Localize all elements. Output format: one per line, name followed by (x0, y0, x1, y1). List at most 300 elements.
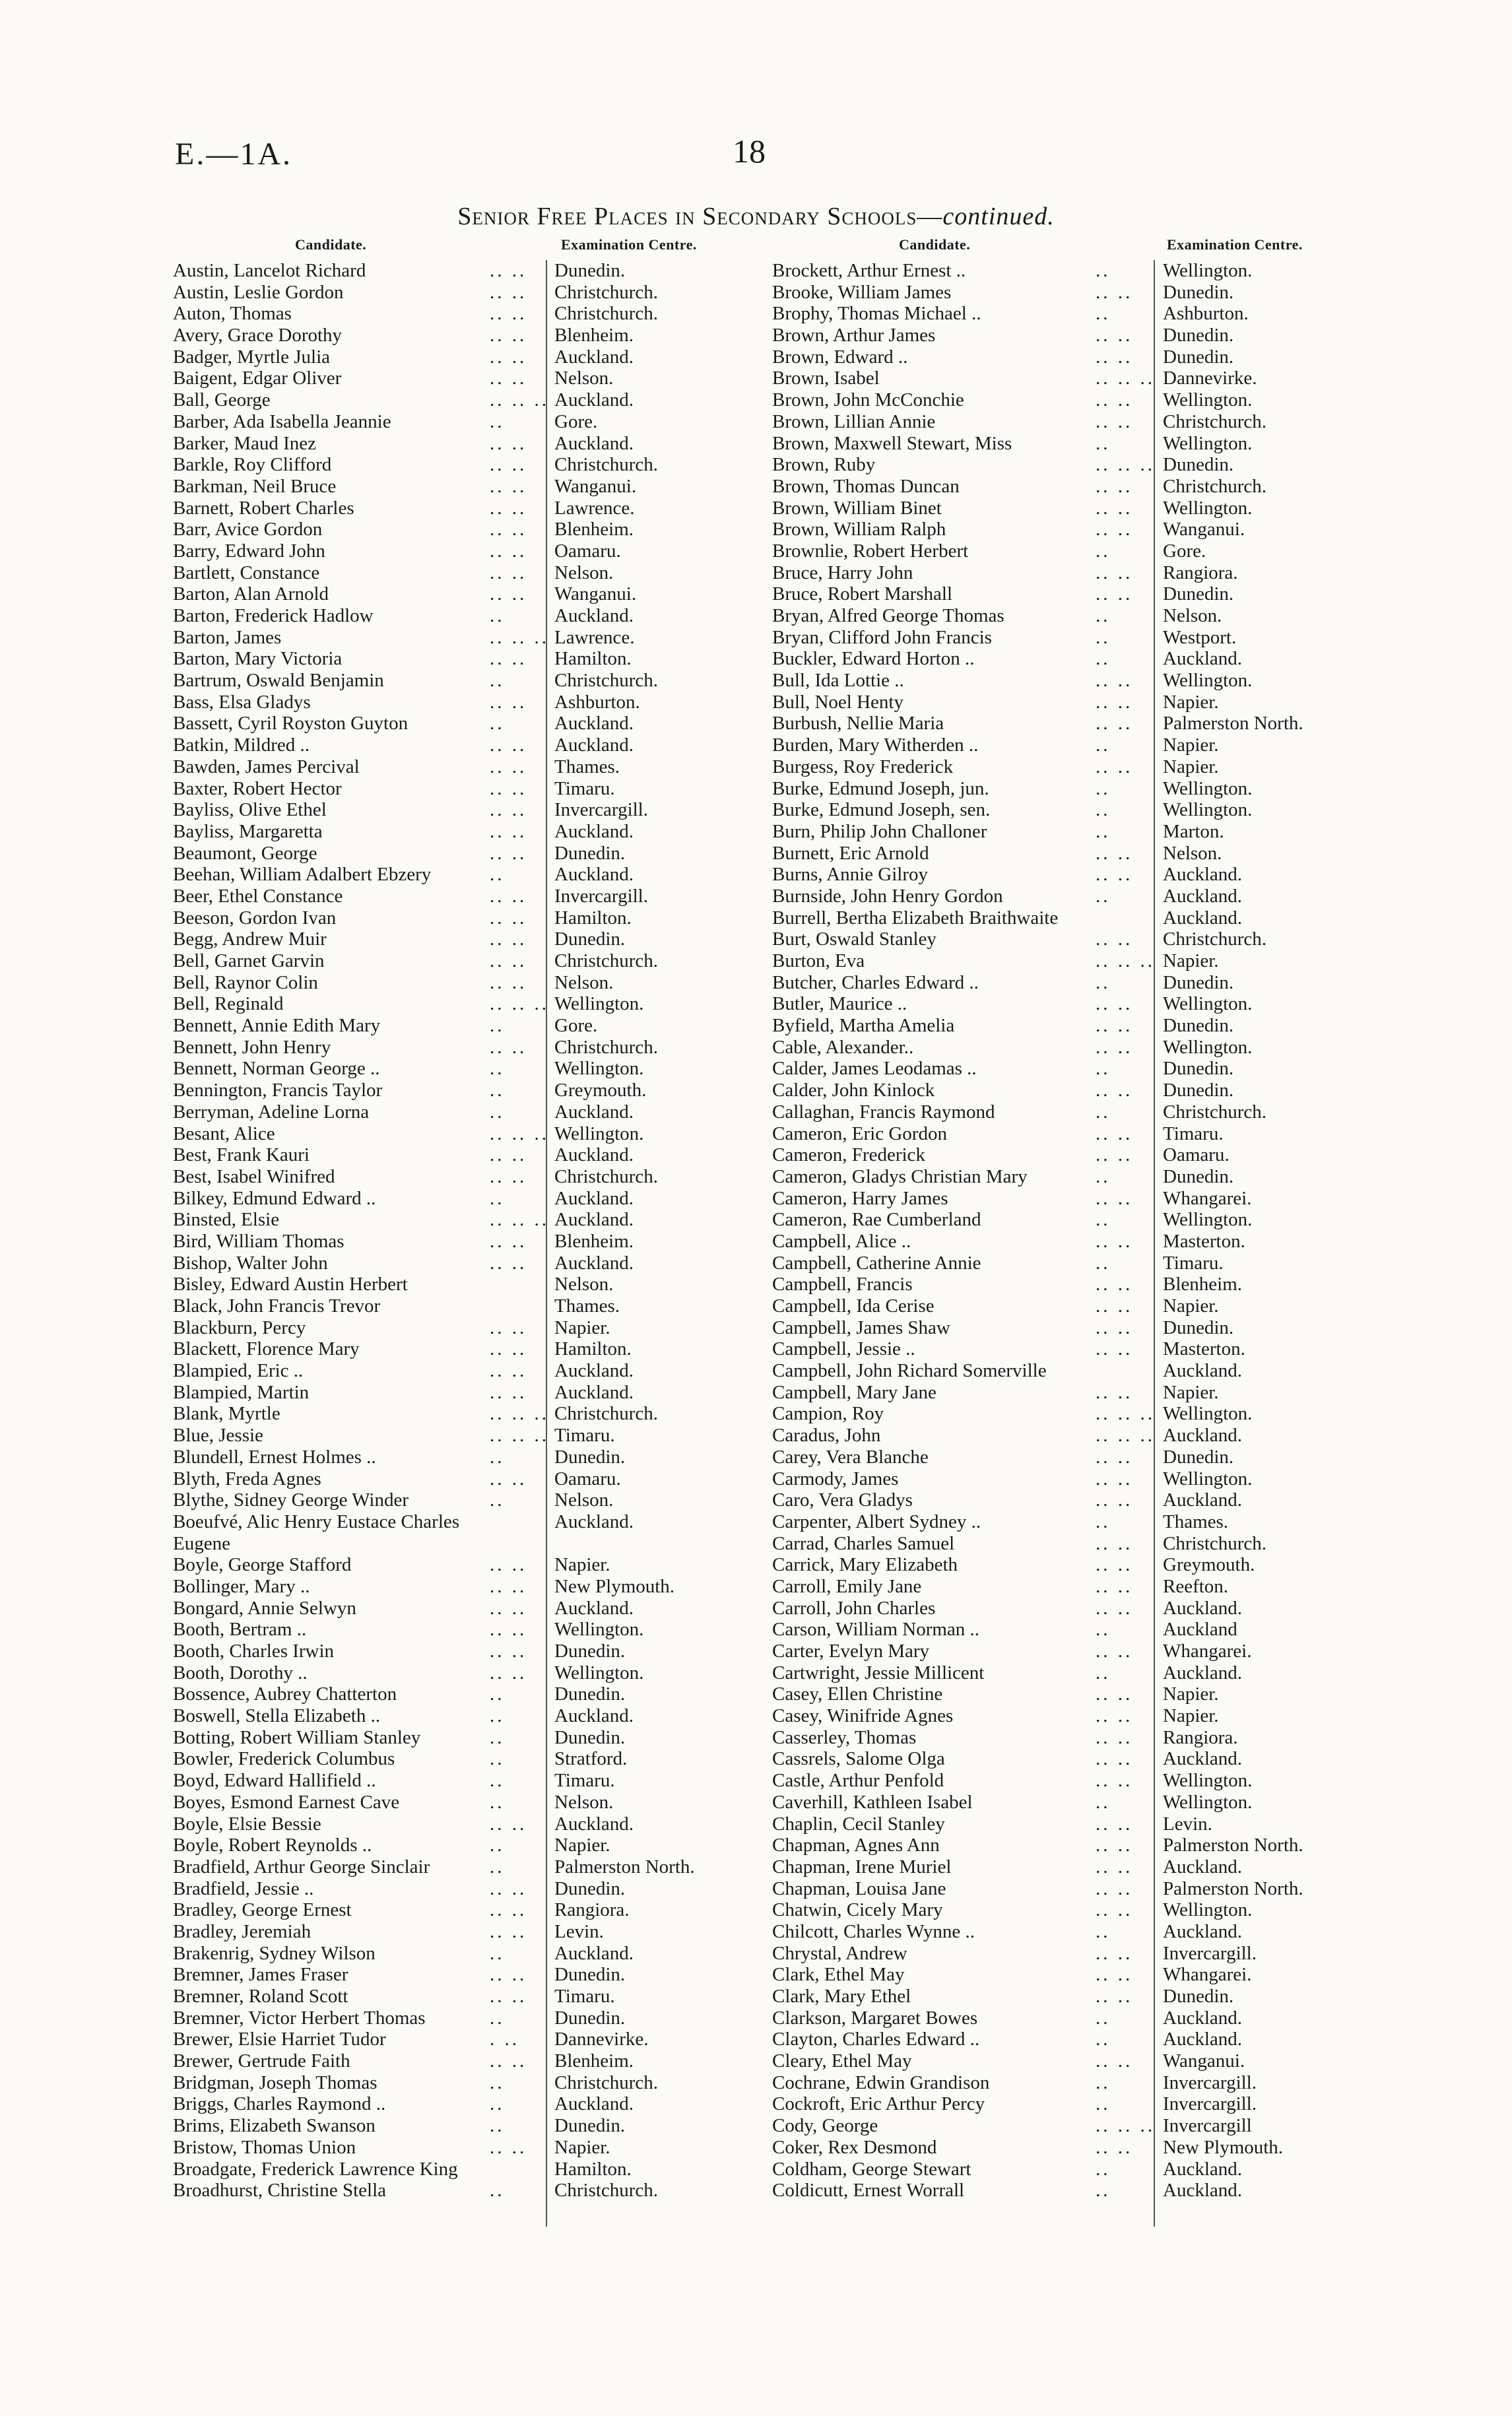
candidate-name: Bishop, Walter John (173, 1252, 328, 1274)
leader-dots: .. .. (490, 1252, 527, 1274)
examination-centre: Wellington. (1163, 799, 1253, 821)
table-row (772, 627, 1366, 649)
candidate-name: Carson, William Norman .. (772, 1619, 980, 1641)
leader-dots: .. (490, 1058, 505, 1080)
candidate-name: Burrell, Bertha Elizabeth Braithwaite (772, 907, 1059, 929)
table-row (173, 1770, 740, 1792)
section-title-main: Senior Free Places in Secondary Schools (457, 203, 917, 230)
table-row (772, 1317, 1366, 1339)
candidate-name: Bawden, James Percival (173, 756, 360, 777)
examination-centre: Wellington. (1163, 777, 1253, 799)
examination-centre: Wellington. (1163, 1036, 1253, 1058)
leader-dots: .. .. .. (490, 1403, 549, 1425)
examination-centre: Napier. (554, 1554, 610, 1576)
leader-dots: .. (490, 864, 505, 886)
leader-dots: .. .. .. (1096, 1425, 1155, 1447)
table-row (173, 627, 740, 649)
table-row (772, 1835, 1366, 1856)
candidate-name: Baigent, Edgar Oliver (173, 368, 342, 389)
table-row (173, 498, 740, 519)
candidate-name: Campbell, Mary Jane (772, 1381, 937, 1403)
examination-centre: Napier. (554, 2136, 610, 2158)
table-row (173, 1468, 740, 1490)
examination-centre: Auckland. (554, 1187, 634, 1209)
candidate-name: Auton, Thomas (173, 303, 292, 325)
examination-centre: Blenheim. (554, 325, 634, 346)
examination-centre: Wanganui. (1163, 519, 1245, 540)
leader-dots: .. .. (490, 475, 527, 497)
leader-dots: .. .. .. (1096, 1403, 1155, 1425)
table-row (173, 843, 740, 865)
candidate-name: Barker, Maud Inez (173, 432, 317, 454)
leader-dots: .. (1096, 799, 1111, 821)
leader-dots: .. .. (1096, 1942, 1133, 1964)
table-row (772, 2180, 1366, 2202)
table-row (173, 1295, 740, 1317)
candidate-name: Bull, Noel Henty (772, 691, 904, 713)
table-row (173, 799, 740, 821)
table-row (772, 1641, 1366, 1662)
table-row (772, 519, 1366, 540)
examination-centre: New Plymouth. (554, 1575, 675, 1597)
examination-centre: Wellington. (1163, 1468, 1253, 1489)
examination-centre: Rangiora. (554, 1899, 630, 1921)
examination-centre: Whangarei. (1163, 1641, 1252, 1662)
leader-dots: .. .. (1096, 389, 1133, 411)
examination-centre: Wellington. (554, 993, 644, 1015)
leader-dots: .. (1096, 885, 1111, 907)
leader-dots: .. .. (490, 907, 527, 929)
leader-dots: .. .. (1096, 1489, 1133, 1511)
table-row (772, 799, 1366, 821)
table-row (772, 1295, 1366, 1317)
leader-dots: . .. (490, 2029, 519, 2050)
table-row (173, 1748, 740, 1770)
examination-centre: Napier. (1163, 1705, 1219, 1727)
table-row (772, 1188, 1366, 1210)
examination-centre: Dunedin. (554, 1877, 626, 1899)
examination-centre: Invercargill. (1163, 1942, 1257, 1964)
leader-dots: .. .. .. (490, 1209, 549, 1231)
examination-centre: Dunedin. (554, 1641, 626, 1662)
left-centre-header: Examination Centre. (561, 236, 697, 253)
examination-centre: Wellington. (1163, 993, 1253, 1015)
examination-centre: Timaru. (554, 1425, 615, 1447)
leader-dots: .. .. (1096, 325, 1133, 346)
candidate-name: Boyle, George Stafford (173, 1554, 352, 1576)
examination-centre: Auckland. (554, 1209, 634, 1231)
leader-dots: .. .. (1096, 756, 1133, 777)
table-row (173, 1986, 740, 2008)
left-candidate-list (173, 260, 740, 2202)
candidate-name: Booth, Bertram .. (173, 1619, 307, 1641)
table-row (772, 929, 1366, 950)
candidate-name: Badger, Myrtle Julia (173, 346, 331, 368)
table-row (173, 562, 740, 584)
examination-centre: Napier. (554, 1317, 610, 1338)
leader-dots: .. (1096, 777, 1111, 799)
examination-centre: Auckland. (554, 713, 634, 735)
candidate-name: Besant, Alice (173, 1123, 275, 1144)
candidate-name: Bennett, John Henry (173, 1036, 331, 1058)
examination-centre: Auckland. (1163, 1360, 1242, 1382)
examination-centre: Auckland. (1163, 1920, 1242, 1942)
examination-centre: Dunedin. (554, 1446, 626, 1468)
leader-dots: .. (490, 1187, 505, 1209)
candidate-name: Best, Frank Kauri (173, 1144, 310, 1166)
leader-dots: .. .. (1096, 562, 1133, 583)
examination-centre: Reefton. (1163, 1575, 1229, 1597)
table-row (772, 1209, 1366, 1231)
examination-centre: Wellington. (1163, 670, 1253, 692)
candidate-name: Cochrane, Edwin Grandison (772, 2072, 990, 2093)
examination-centre: Auckland. (554, 1144, 634, 1166)
candidate-name: Brewer, Gertrude Faith (173, 2050, 350, 2072)
table-row (772, 1253, 1366, 1274)
candidate-name: Bryan, Clifford John Francis (772, 626, 992, 648)
examination-centre: Greymouth. (554, 1080, 647, 1101)
candidate-name: Bremner, Victor Herbert Thomas (173, 2007, 426, 2029)
candidate-name: Barton, Alan Arnold (173, 583, 329, 605)
examination-centre: Wellington. (554, 1662, 644, 1683)
table-row (173, 1921, 740, 1943)
leader-dots: .. .. (490, 1575, 527, 1597)
table-row (173, 1166, 740, 1188)
table-row (772, 1447, 1366, 1468)
leader-dots: .. .. (490, 735, 527, 756)
examination-centre: Dunedin. (1163, 971, 1234, 993)
examination-centre: Christchurch. (1163, 475, 1267, 497)
table-row (772, 1727, 1366, 1749)
leader-dots: .. .. (1096, 2050, 1133, 2072)
leader-dots: .. .. (1096, 1813, 1133, 1835)
examination-centre: Auckland. (1163, 2007, 1242, 2029)
examination-centre: Blenheim. (1163, 1274, 1243, 1295)
candidate-name: Bradfield, Arthur George Sinclair (173, 1856, 430, 1877)
candidate-name: Blundell, Ernest Holmes .. (173, 1446, 376, 1468)
examination-centre: Wellington. (1163, 497, 1253, 519)
examination-centre: Gore. (554, 410, 598, 432)
table-row (173, 1188, 740, 1210)
examination-centre: Invercargill. (554, 799, 648, 821)
candidate-name: Clark, Ethel May (772, 1964, 905, 1986)
table-row (772, 778, 1366, 800)
table-row (173, 1253, 740, 1274)
examination-centre: Dunedin. (1163, 1080, 1234, 1101)
candidate-name: Brownlie, Robert Herbert (772, 540, 969, 562)
table-row (173, 1382, 740, 1404)
examination-centre: Christchurch. (554, 1403, 659, 1425)
leader-dots: .. (1096, 1165, 1111, 1187)
table-row (772, 950, 1366, 972)
examination-centre: Palmerston North. (1163, 1835, 1303, 1856)
table-row (772, 562, 1366, 584)
examination-centre: Dunedin. (554, 260, 626, 281)
leader-dots: .. (1096, 605, 1111, 626)
leader-dots: .. .. (490, 1619, 527, 1641)
table-row (772, 260, 1366, 282)
examination-centre: Napier. (1163, 691, 1219, 713)
table-row (772, 1683, 1366, 1705)
leader-dots: .. .. (1096, 1144, 1133, 1166)
examination-centre: Marton. (1163, 820, 1224, 842)
table-row (772, 1425, 1366, 1447)
leader-dots: .. (1096, 2158, 1111, 2180)
candidate-name: Carrad, Charles Samuel (772, 1532, 955, 1554)
table-row (173, 1015, 740, 1037)
leader-dots: .. .. (490, 346, 527, 368)
leader-dots: .. .. (1096, 583, 1133, 605)
table-row (772, 1037, 1366, 1059)
candidate-name: Cable, Alexander.. (772, 1036, 914, 1058)
candidate-name: Bennett, Norman George .. (173, 1058, 380, 1080)
table-row (772, 1662, 1366, 1684)
examination-centre: Dunedin. (1163, 454, 1234, 476)
table-row (772, 1899, 1366, 1921)
table-row (173, 648, 740, 670)
candidate-name: Barkle, Roy Clifford (173, 454, 332, 476)
table-row (173, 1360, 740, 1382)
leader-dots: .. .. (490, 281, 527, 303)
leader-dots: .. (490, 1835, 505, 1856)
leader-dots: .. (1096, 820, 1111, 842)
table-row (173, 1943, 740, 1965)
examination-centre: Dunedin. (554, 2115, 626, 2137)
leader-dots: .. .. (490, 1230, 527, 1252)
candidate-name: Carter, Evelyn Mary (772, 1641, 930, 1662)
leader-dots: .. .. (490, 2050, 527, 2072)
leader-dots: .. (1096, 626, 1111, 648)
examination-centre: Dunedin. (1163, 1317, 1234, 1338)
table-row (772, 1576, 1366, 1598)
examination-centre: Auckland. (554, 346, 634, 368)
candidate-name: Bruce, Robert Marshall (772, 583, 953, 605)
examination-centre: Auckland. (1163, 1748, 1242, 1770)
examination-centre: Dunedin. (1163, 325, 1234, 346)
candidate-name: Blue, Jessie (173, 1425, 263, 1447)
examination-centre: Dunedin. (554, 1964, 626, 1986)
table-row (173, 2050, 740, 2072)
leader-dots: .. .. (1096, 1964, 1133, 1986)
examination-centre: Wellington. (554, 1123, 644, 1144)
leader-dots: .. .. (490, 454, 527, 476)
table-row (772, 1554, 1366, 1576)
candidate-name: Cameron, Rae Cumberland (772, 1209, 981, 1231)
leader-dots: .. (490, 1748, 505, 1770)
candidate-name: Chrystal, Andrew (772, 1942, 907, 1964)
candidate-name: Baxter, Robert Hector (173, 777, 342, 799)
table-row (173, 1856, 740, 1878)
examination-centre: Christchurch. (554, 1165, 659, 1187)
leader-dots: .. .. .. (1096, 2115, 1155, 2137)
leader-dots: .. (490, 1080, 505, 1101)
candidate-name: Burt, Oswald Stanley (772, 929, 937, 950)
candidate-name: Brown, Ruby (772, 454, 876, 476)
examination-centre: Dannevirke. (554, 2029, 649, 2050)
leader-dots: .. (490, 1446, 505, 1468)
candidate-name: Cameron, Eric Gordon (772, 1123, 947, 1144)
examination-centre: Hamilton. (554, 907, 632, 929)
table-row (173, 260, 740, 282)
examination-centre: Nelson. (554, 1274, 614, 1295)
examination-centre: Wellington. (554, 1619, 644, 1641)
examination-centre: Christchurch. (554, 2180, 659, 2202)
table-row (772, 670, 1366, 692)
examination-centre: Dannevirke. (1163, 368, 1257, 389)
table-row (173, 1899, 740, 1921)
table-row (173, 389, 740, 411)
candidate-name: Austin, Lancelot Richard (173, 260, 366, 281)
examination-centre: Auckland. (1163, 1856, 1242, 1877)
candidate-name: Brims, Elizabeth Swanson (173, 2115, 376, 2137)
candidate-name: Buckler, Edward Horton .. (772, 648, 975, 670)
table-row (173, 1683, 740, 1705)
leader-dots: .. .. (490, 885, 527, 907)
candidate-name: Chatwin, Cicely Mary (772, 1899, 943, 1921)
candidate-name: Caro, Vera Gladys (772, 1489, 913, 1511)
candidate-name: Caradus, John (772, 1425, 881, 1447)
table-row (772, 1533, 1366, 1555)
candidate-name: Brockett, Arthur Ernest .. (772, 260, 966, 281)
candidate-name: Barton, Mary Victoria (173, 648, 343, 670)
table-row (772, 2029, 1366, 2050)
right-centre-header: Examination Centre. (1167, 236, 1303, 253)
leader-dots: .. (1096, 260, 1111, 281)
leader-dots: .. .. .. (1096, 454, 1155, 476)
leader-dots: .. .. (490, 1338, 527, 1360)
leader-dots: .. (490, 1683, 505, 1705)
examination-centre: Auckland. (554, 1381, 634, 1403)
candidate-name: Campbell, Francis (772, 1274, 913, 1295)
leader-dots: .. .. (490, 1986, 527, 2007)
examination-centre: Auckland. (554, 432, 634, 454)
candidate-name: Bossence, Aubrey Chatterton (173, 1683, 397, 1705)
examination-centre: Levin. (554, 1920, 604, 1942)
examination-centre: Dunedin. (1163, 1446, 1234, 1468)
table-row (173, 821, 740, 843)
examination-centre: Auckland. (554, 389, 634, 411)
leader-dots: .. (1096, 1511, 1111, 1532)
candidate-name: Bollinger, Mary .. (173, 1575, 310, 1597)
leader-dots: .. .. (490, 1144, 527, 1166)
table-row (173, 2159, 740, 2180)
table-row (772, 972, 1366, 994)
candidate-name: Bristow, Thomas Union (173, 2136, 356, 2158)
leader-dots: .. .. (490, 799, 527, 821)
examination-centre: Auckland. (554, 1705, 634, 1727)
table-row (173, 1813, 740, 1835)
table-row (772, 1986, 1366, 2008)
leader-dots: .. (1096, 432, 1111, 454)
table-row (173, 1511, 740, 1533)
examination-centre: Dunedin. (1163, 583, 1234, 605)
leader-dots: .. .. (490, 648, 527, 670)
examination-centre: Napier. (1163, 1295, 1219, 1317)
leader-dots: .. (490, 2115, 505, 2137)
examination-centre: Palmerston North. (554, 1856, 695, 1877)
candidate-name: Bayliss, Margaretta (173, 820, 323, 842)
table-row (772, 756, 1366, 778)
candidate-name: Carey, Vera Blanche (772, 1446, 929, 1468)
leader-dots: .. (1096, 540, 1111, 562)
examination-centre: Dunedin. (554, 1726, 626, 1748)
examination-centre: Timaru. (554, 777, 615, 799)
examination-centre: Auckland. (554, 735, 634, 756)
table-row (772, 692, 1366, 713)
table-row (173, 950, 740, 972)
leader-dots: .. (490, 1856, 505, 1877)
candidate-name: Bass, Elsa Gladys (173, 691, 311, 713)
leader-dots: .. (490, 1015, 505, 1037)
leader-dots: .. .. (490, 756, 527, 777)
examination-centre: Nelson. (1163, 605, 1222, 626)
examination-centre: Masterton. (1163, 1338, 1245, 1360)
candidate-name: Brown, Maxwell Stewart, Miss (772, 432, 1012, 454)
leader-dots: .. .. (1096, 1446, 1133, 1468)
table-row (173, 1705, 740, 1727)
table-row (772, 1166, 1366, 1188)
examination-centre: Napier. (1163, 756, 1219, 777)
candidate-name: Boswell, Stella Elizabeth .. (173, 1705, 381, 1727)
leader-dots: .. .. (1096, 929, 1133, 950)
table-row (772, 1598, 1366, 1619)
leader-dots: .. .. (1096, 1123, 1133, 1144)
examination-centre: Napier. (1163, 1381, 1219, 1403)
table-row (772, 1792, 1366, 1813)
examination-centre: Christchurch. (1163, 410, 1267, 432)
leader-dots: .. .. (490, 820, 527, 842)
examination-centre: Auckland. (1163, 2158, 1242, 2180)
table-row (173, 1231, 740, 1253)
candidate-name: Campbell, Alice .. (772, 1230, 911, 1252)
leader-dots: .. .. (1096, 1770, 1133, 1792)
table-row (173, 1727, 740, 1749)
candidate-name: Butler, Maurice .. (772, 993, 907, 1015)
header-reference: E.—1A. (175, 137, 292, 172)
leader-dots: .. .. (1096, 497, 1133, 519)
leader-dots: .. .. (490, 950, 527, 971)
examination-centre: Dunedin. (554, 1683, 626, 1705)
candidate-name: Bennington, Francis Taylor (173, 1080, 383, 1101)
table-row (772, 583, 1366, 605)
examination-centre: Auckland. (554, 1942, 634, 1964)
leader-dots: .. .. (490, 519, 527, 540)
leader-dots: .. .. (490, 368, 527, 389)
candidate-name: Casey, Ellen Christine (772, 1683, 943, 1705)
leader-dots: .. .. (490, 1381, 527, 1403)
section-title-separator: — (917, 203, 943, 230)
examination-centre: Auckland. (1163, 907, 1242, 929)
leader-dots: .. .. (490, 432, 527, 454)
examination-centre: Wanganui. (1163, 2050, 1245, 2072)
examination-centre: Christchurch. (554, 670, 659, 692)
section-title (0, 202, 1512, 231)
table-row (173, 1554, 740, 1576)
table-row (173, 2180, 740, 2202)
candidate-name: Campbell, Ida Cerise (772, 1295, 935, 1317)
examination-centre: Auckland. (554, 1252, 634, 1274)
leader-dots: .. .. (1096, 1554, 1133, 1576)
table-row (772, 411, 1366, 433)
candidate-name: Brown, Thomas Duncan (772, 475, 960, 497)
leader-dots: .. .. (1096, 691, 1133, 713)
candidate-name: Bisley, Edward Austin Herbert (173, 1274, 408, 1295)
table-row (173, 1080, 740, 1101)
examination-centre: Palmerston North. (1163, 713, 1303, 735)
leader-dots: .. .. (1096, 1856, 1133, 1877)
leader-dots: .. .. (1096, 1230, 1133, 1252)
table-row (772, 1382, 1366, 1404)
